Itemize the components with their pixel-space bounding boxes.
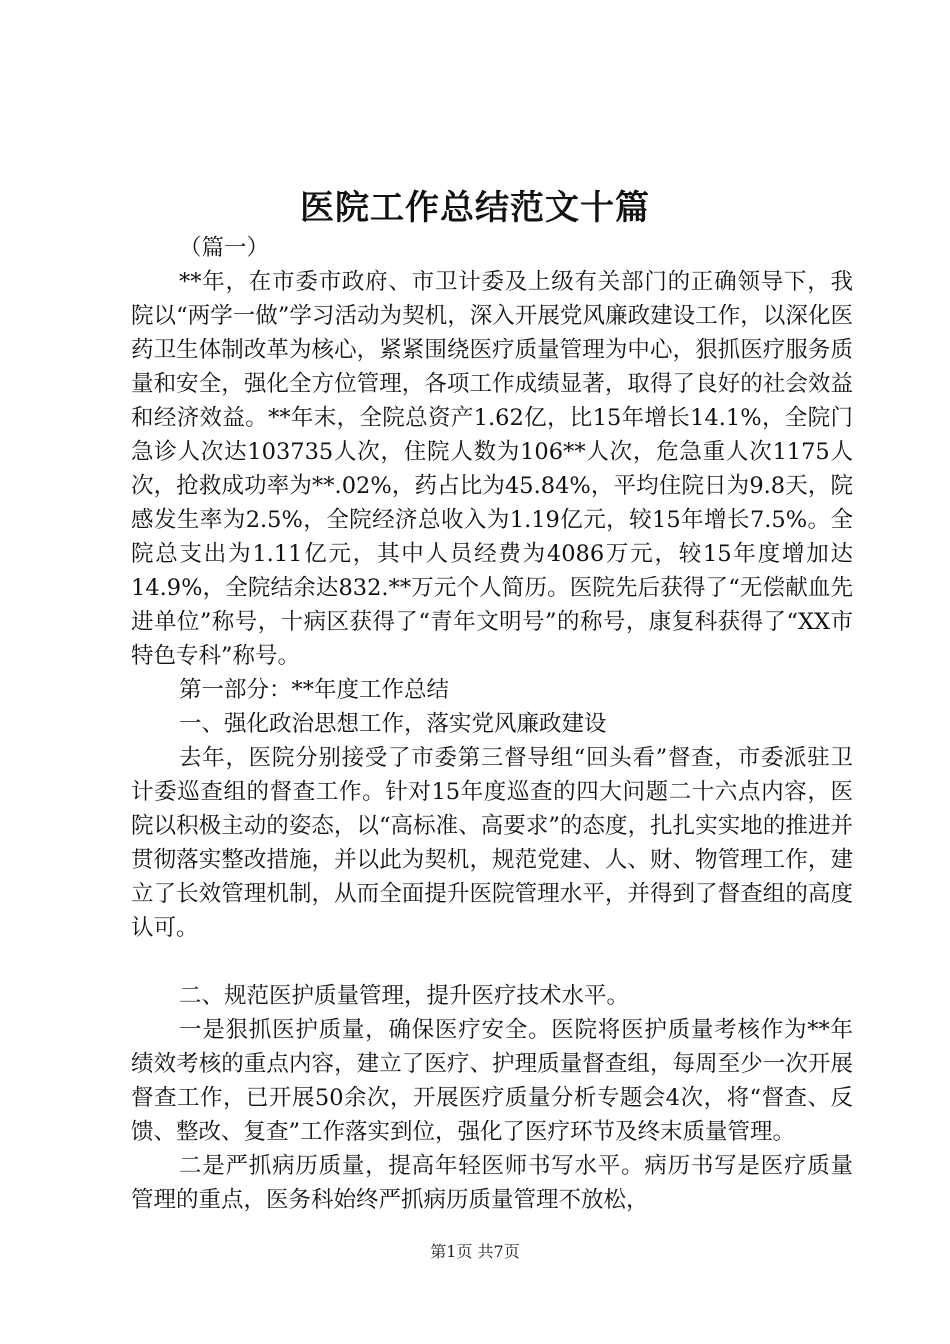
page-footer: 第1页 共7页 [430,1242,520,1261]
paragraph-intro: **年，在市委市政府、市卫计委及上级有关部门的正确领导下，我院以“两学一做”学习活动为契机，深入开展党风廉政建设工作，以深化医药卫生体制改革为核心，紧紧围绕医疗质量管理为中心，狠抓医疗服务质量和安全，强化全方位管理，各项工作成绩显著，取得了良好的社会效益和经济效益。**年末，全院总资产1.62亿，比15年增长14.1%，全院门急诊人次达103735人次，住院人数为106**人次，危急重人次1175人次，抢救成功率为**.02%，药占比为45.84%，平均住院日为9.8天，院感发生率为2.5%，全院经济总收入为1.19亿元，较15年增长7.5%。全院总支出为1.11亿元，其中人员经费为4086万元，较15年度增加达14.9%，全院结余达832.**万元个人简历。医院先后获得了“无偿献血先进单位”称号，十病区获得了“青年文明号”的称号，康复科获得了“XX市特色专科”称号。 [131,269,853,669]
part-heading: 第一部分：**年度工作总结 [179,677,450,703]
paragraph-party-building: 去年，医院分别接受了市委第三督导组“回头看”督查，市委派驻卫计委巡查组的督查工作。针对15年度巡查的四大问题二十六点内容，医院以积极主动的姿态，以“高标准、高要求”的态度，扎扎实实地的推进并贯彻落实整改措施，并以此为契机，规范党建、人、财、物管理工作，建立了长效管理机制，从而全面提升医院管理水平，并得到了督查组的高度认可。 [131,745,853,941]
document-title: 医院工作总结范文十篇 [300,188,650,228]
document-body [131,231,853,1217]
section-heading-1: 一、强化政治思想工作，落实党风廉政建设 [179,711,607,737]
section-label: （篇一） [179,235,270,261]
paragraph-quality: 一是狠抓医护质量，确保医疗安全。医院将医护质量考核作为**年绩效考核的重点内容，建立了医疗、护理质量督查组，每周至少一次开展督查工作，已开展50余次，开展医疗质量分析专题会4次，将“督查、反馈、整改、复查”工作落实到位，强化了医疗环节及终末质量管理。 [131,1017,853,1145]
section-heading-2: 二、规范医护质量管理，提升医疗技术水平。 [179,983,630,1009]
paragraph-records: 二是严抓病历质量，提高年轻医师书写水平。病历书写是医疗质量管理的重点，医务科始终严抓病历质量管理不放松， [131,1153,853,1213]
